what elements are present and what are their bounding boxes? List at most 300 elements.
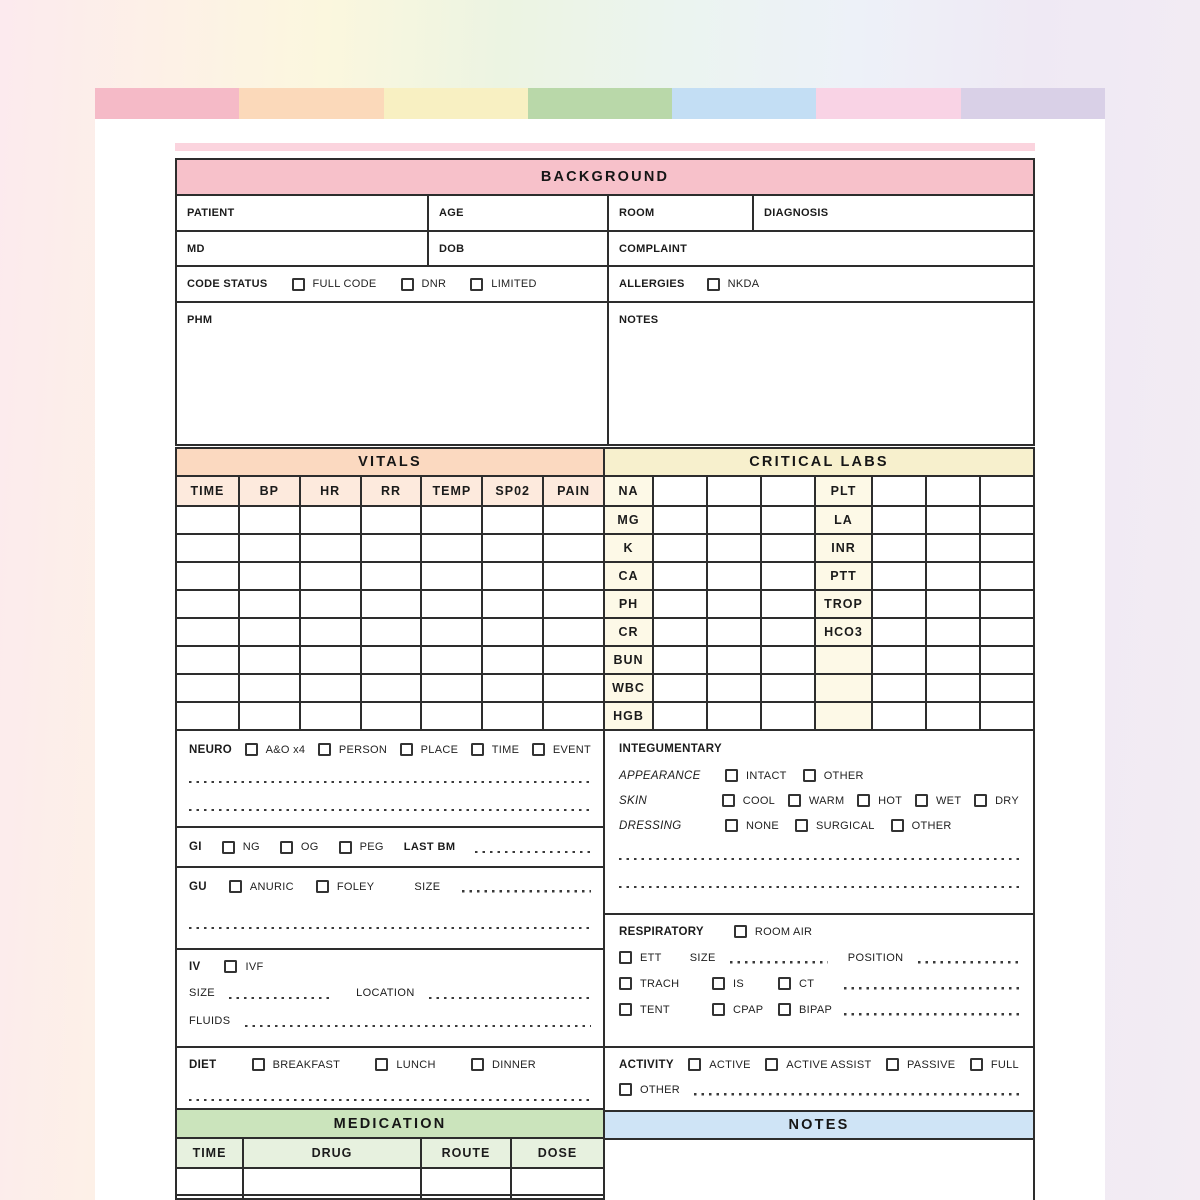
vitals-cell[interactable] bbox=[360, 505, 421, 533]
vitals-cell[interactable] bbox=[177, 533, 238, 561]
lab-value-cell[interactable] bbox=[979, 673, 1033, 701]
lab-value-cell[interactable] bbox=[979, 533, 1033, 561]
neuro-writein-line-2[interactable] bbox=[189, 799, 591, 811]
notes-section-title: NOTES bbox=[603, 1110, 1035, 1140]
vitals-cell[interactable] bbox=[481, 589, 542, 617]
checkbox-icon bbox=[619, 1003, 632, 1016]
dressing-surgical-checkbox[interactable]: SURGICAL bbox=[795, 819, 875, 832]
lab-value-cell[interactable] bbox=[706, 533, 760, 561]
vitals-cell[interactable] bbox=[420, 505, 481, 533]
lab-value-cell[interactable] bbox=[979, 589, 1033, 617]
vitals-cell[interactable] bbox=[238, 561, 299, 589]
lab-row-label: INR bbox=[814, 533, 871, 561]
activity-active-assist-checkbox[interactable]: ACTIVE ASSIST bbox=[765, 1058, 871, 1071]
iv-fluids-field[interactable] bbox=[245, 1015, 591, 1027]
iv-size-label: SIZE bbox=[189, 987, 216, 999]
checkbox-icon bbox=[712, 977, 725, 990]
vitals-col-header: TIME bbox=[177, 477, 238, 505]
lab-value-cell[interactable] bbox=[652, 673, 706, 701]
vitals-cell[interactable] bbox=[238, 645, 299, 673]
vitals-cell[interactable] bbox=[177, 505, 238, 533]
lab-row-label: NA bbox=[605, 477, 652, 505]
vitals-col-header: BP bbox=[238, 477, 299, 505]
lab-value-cell[interactable] bbox=[871, 533, 925, 561]
vitals-cell[interactable] bbox=[542, 533, 603, 561]
lab-value-cell[interactable] bbox=[706, 701, 760, 729]
lab-row-label: CA bbox=[605, 561, 652, 589]
neuro-label: NEURO bbox=[189, 743, 233, 756]
vitals-cell[interactable] bbox=[238, 589, 299, 617]
lab-value-cell[interactable] bbox=[652, 617, 706, 645]
lab-value-cell[interactable] bbox=[871, 701, 925, 729]
checkbox-icon bbox=[886, 1058, 899, 1071]
vitals-cell[interactable] bbox=[542, 673, 603, 701]
lab-value-cell[interactable] bbox=[652, 533, 706, 561]
resp-size-label: SIZE bbox=[689, 951, 716, 964]
lab-value-cell[interactable] bbox=[760, 561, 814, 589]
nurse-report-sheet bbox=[175, 143, 1035, 1200]
checkbox-icon bbox=[316, 880, 329, 893]
integumentary-writein-line-1[interactable] bbox=[619, 848, 1019, 860]
gi-peg-checkbox[interactable]: PEG bbox=[339, 841, 384, 854]
ett-checkbox[interactable]: ETT bbox=[619, 951, 662, 964]
lab-value-cell[interactable] bbox=[760, 617, 814, 645]
background-section bbox=[175, 158, 1035, 446]
vitals-cell[interactable] bbox=[360, 533, 421, 561]
checkbox-icon bbox=[688, 1058, 701, 1071]
allergies-label: ALLERGIES bbox=[619, 278, 685, 290]
lab-value-cell[interactable] bbox=[652, 645, 706, 673]
dnr-checkbox[interactable]: DNR bbox=[401, 278, 447, 291]
vitals-cell[interactable] bbox=[238, 617, 299, 645]
is-checkbox[interactable]: IS bbox=[712, 977, 778, 990]
medication-cell[interactable] bbox=[510, 1194, 603, 1198]
md-label: MD bbox=[187, 243, 205, 255]
lab-value-cell[interactable] bbox=[652, 561, 706, 589]
checkbox-icon bbox=[765, 1058, 778, 1071]
checkbox-icon bbox=[252, 1058, 265, 1071]
lab-row-label: LA bbox=[814, 505, 871, 533]
lab-value-cell[interactable] bbox=[871, 673, 925, 701]
activity-other-field[interactable] bbox=[694, 1084, 1019, 1096]
checkbox-icon bbox=[229, 880, 242, 893]
patient-field[interactable] bbox=[177, 196, 427, 230]
checkbox-icon bbox=[619, 951, 632, 964]
vitals-cell[interactable] bbox=[299, 533, 360, 561]
medication-col-header: ROUTE bbox=[420, 1139, 510, 1167]
gu-foley-checkbox[interactable]: FOLEY bbox=[316, 880, 375, 893]
checkbox-icon bbox=[471, 1058, 484, 1071]
lab-value-cell[interactable] bbox=[760, 477, 814, 505]
checkbox-icon bbox=[788, 794, 801, 807]
skin-hot-checkbox[interactable]: HOT bbox=[857, 794, 902, 807]
lab-value-cell[interactable] bbox=[706, 645, 760, 673]
vitals-cell[interactable] bbox=[238, 701, 299, 729]
vitals-cell[interactable] bbox=[420, 645, 481, 673]
diet-label: DIET bbox=[189, 1058, 217, 1071]
complaint-label: COMPLAINT bbox=[619, 243, 688, 255]
respiratory-section bbox=[603, 913, 1035, 1048]
vitals-cell[interactable] bbox=[420, 561, 481, 589]
neuro-event-checkbox[interactable]: EVENT bbox=[532, 743, 591, 756]
lab-row-label: PH bbox=[605, 589, 652, 617]
lab-value-cell[interactable] bbox=[760, 505, 814, 533]
lab-value-cell[interactable] bbox=[706, 589, 760, 617]
checkbox-icon bbox=[470, 278, 483, 291]
vitals-col-header: HR bbox=[299, 477, 360, 505]
vitals-cell[interactable] bbox=[542, 589, 603, 617]
neuro-section bbox=[175, 729, 605, 828]
lab-value-cell[interactable] bbox=[706, 505, 760, 533]
skin-warm-checkbox[interactable]: WARM bbox=[788, 794, 845, 807]
medication-cell[interactable] bbox=[420, 1194, 510, 1198]
gu-anuric-checkbox[interactable]: ANURIC bbox=[229, 880, 294, 893]
respiratory-label: RESPIRATORY bbox=[619, 925, 704, 938]
resp-size-field[interactable] bbox=[730, 952, 828, 964]
checkbox-icon bbox=[891, 819, 904, 832]
appearance-intact-checkbox[interactable]: INTACT bbox=[725, 769, 787, 782]
dob-label: DOB bbox=[439, 243, 465, 255]
rainbow-stripe-1 bbox=[95, 88, 239, 119]
medication-section-title: MEDICATION bbox=[175, 1108, 605, 1139]
lab-value-cell[interactable] bbox=[925, 533, 979, 561]
vitals-col-header: TEMP bbox=[420, 477, 481, 505]
skin-cool-checkbox[interactable]: COOL bbox=[722, 794, 775, 807]
rainbow-stripe-7 bbox=[961, 88, 1105, 119]
dressing-label: DRESSING bbox=[619, 819, 682, 832]
lab-value-cell[interactable] bbox=[652, 477, 706, 505]
vitals-cell[interactable] bbox=[177, 589, 238, 617]
neuro-aox4-checkbox[interactable]: A&O x4 bbox=[245, 743, 306, 756]
vitals-cell[interactable] bbox=[360, 589, 421, 617]
vitals-cell[interactable] bbox=[299, 589, 360, 617]
neuro-time-checkbox[interactable]: TIME bbox=[471, 743, 519, 756]
integumentary-writein-line-2[interactable] bbox=[619, 876, 1019, 888]
lab-value-cell[interactable] bbox=[652, 701, 706, 729]
checkbox-icon bbox=[707, 278, 720, 291]
skin-wet-checkbox[interactable]: WET bbox=[915, 794, 961, 807]
medication-col-header: DRUG bbox=[242, 1139, 420, 1167]
checkbox-icon bbox=[619, 1083, 632, 1096]
room-air-checkbox[interactable]: ROOM AIR bbox=[734, 925, 812, 938]
diagnosis-label: DIAGNOSIS bbox=[764, 207, 829, 219]
lab-value-cell[interactable] bbox=[871, 561, 925, 589]
ct-checkbox[interactable]: CT bbox=[778, 977, 844, 990]
integumentary-label: INTEGUMENTARY bbox=[619, 743, 722, 755]
gi-label: GI bbox=[189, 841, 202, 853]
lab-value-cell[interactable] bbox=[706, 617, 760, 645]
allergies-field bbox=[607, 267, 1033, 301]
vitals-section-title: VITALS bbox=[175, 447, 605, 477]
lab-value-cell[interactable] bbox=[979, 561, 1033, 589]
vitals-cell[interactable] bbox=[420, 673, 481, 701]
vitals-cell[interactable] bbox=[360, 561, 421, 589]
vitals-col-header: PAIN bbox=[542, 477, 603, 505]
lab-value-cell[interactable] bbox=[652, 505, 706, 533]
resp-writein-line-2[interactable] bbox=[844, 1004, 1019, 1016]
lab-row-label: HCO3 bbox=[814, 617, 871, 645]
neuro-writein-line-1[interactable] bbox=[189, 771, 591, 783]
vitals-cell[interactable] bbox=[238, 505, 299, 533]
vitals-cell[interactable] bbox=[481, 701, 542, 729]
vitals-cell[interactable] bbox=[420, 533, 481, 561]
lab-value-cell[interactable] bbox=[760, 589, 814, 617]
vitals-cell[interactable] bbox=[177, 617, 238, 645]
lab-value-cell[interactable] bbox=[925, 505, 979, 533]
iv-fluids-label: FLUIDS bbox=[189, 1015, 231, 1027]
full-code-checkbox[interactable]: FULL CODE bbox=[292, 278, 377, 291]
vitals-cell[interactable] bbox=[420, 701, 481, 729]
lab-value-cell[interactable] bbox=[706, 477, 760, 505]
lab-value-cell[interactable] bbox=[706, 561, 760, 589]
lab-value-cell[interactable] bbox=[979, 701, 1033, 729]
lab-value-cell[interactable] bbox=[760, 645, 814, 673]
vitals-cell[interactable] bbox=[299, 645, 360, 673]
lab-row-label: BUN bbox=[605, 645, 652, 673]
vitals-cell[interactable] bbox=[299, 561, 360, 589]
vitals-cell[interactable] bbox=[177, 701, 238, 729]
iv-location-label: LOCATION bbox=[356, 987, 415, 999]
resp-position-field[interactable] bbox=[918, 952, 1019, 964]
lab-value-cell[interactable] bbox=[925, 701, 979, 729]
vitals-cell[interactable] bbox=[420, 617, 481, 645]
checkbox-icon bbox=[778, 977, 791, 990]
vitals-col-header: RR bbox=[360, 477, 421, 505]
diet-breakfast-checkbox[interactable]: BREAKFAST bbox=[252, 1058, 341, 1071]
lab-value-cell[interactable] bbox=[979, 505, 1033, 533]
lab-value-cell[interactable] bbox=[979, 645, 1033, 673]
rainbow-stripe-4 bbox=[528, 88, 672, 119]
complaint-field[interactable] bbox=[607, 232, 1033, 265]
background-section-title: BACKGROUND bbox=[177, 160, 1033, 196]
lab-value-cell[interactable] bbox=[871, 589, 925, 617]
vitals-cell[interactable] bbox=[299, 505, 360, 533]
medication-cell[interactable] bbox=[177, 1167, 242, 1194]
vitals-cell[interactable] bbox=[481, 645, 542, 673]
vitals-cell[interactable] bbox=[299, 617, 360, 645]
lab-value-cell[interactable] bbox=[652, 589, 706, 617]
medication-cell[interactable] bbox=[510, 1167, 603, 1194]
activity-passive-checkbox[interactable]: PASSIVE bbox=[886, 1058, 955, 1071]
lab-row-label bbox=[814, 673, 871, 701]
lab-row-label: CR bbox=[605, 617, 652, 645]
last-bm-field[interactable] bbox=[475, 841, 591, 853]
rainbow-stripe-3 bbox=[384, 88, 528, 119]
gu-label: GU bbox=[189, 880, 207, 893]
lab-value-cell[interactable] bbox=[925, 589, 979, 617]
nkda-checkbox[interactable]: NKDA bbox=[707, 278, 760, 291]
lab-value-cell[interactable] bbox=[979, 617, 1033, 645]
phm-label: PHM bbox=[187, 314, 213, 326]
checkbox-icon bbox=[803, 769, 816, 782]
vitals-table bbox=[175, 475, 605, 731]
lab-value-cell[interactable] bbox=[706, 673, 760, 701]
vitals-cell[interactable] bbox=[177, 645, 238, 673]
medication-cell[interactable] bbox=[420, 1167, 510, 1194]
dressing-other-checkbox[interactable]: OTHER bbox=[891, 819, 952, 832]
diet-writein-line[interactable] bbox=[189, 1089, 591, 1101]
checkbox-icon bbox=[970, 1058, 983, 1071]
pink-accent-bar bbox=[175, 143, 1035, 151]
lab-value-cell[interactable] bbox=[760, 533, 814, 561]
vitals-cell[interactable] bbox=[177, 673, 238, 701]
code-status-label: CODE STATUS bbox=[187, 278, 268, 290]
appearance-other-checkbox[interactable]: OTHER bbox=[803, 769, 864, 782]
lab-value-cell[interactable] bbox=[871, 477, 925, 505]
vitals-cell[interactable] bbox=[481, 673, 542, 701]
diet-dinner-checkbox[interactable]: DINNER bbox=[471, 1058, 536, 1071]
vitals-cell[interactable] bbox=[481, 617, 542, 645]
iv-ivf-checkbox[interactable]: IVF bbox=[224, 960, 263, 973]
gu-size-field[interactable] bbox=[462, 881, 591, 893]
lab-value-cell[interactable] bbox=[871, 645, 925, 673]
vitals-cell[interactable] bbox=[542, 505, 603, 533]
medication-cell[interactable] bbox=[177, 1194, 242, 1198]
gi-section bbox=[175, 826, 605, 868]
checkbox-icon bbox=[778, 1003, 791, 1016]
neuro-place-checkbox[interactable]: PLACE bbox=[400, 743, 459, 756]
checkbox-icon bbox=[725, 769, 738, 782]
medication-cell[interactable] bbox=[242, 1167, 420, 1194]
vitals-cell[interactable] bbox=[360, 673, 421, 701]
vitals-cell[interactable] bbox=[542, 645, 603, 673]
lab-row-label: K bbox=[605, 533, 652, 561]
diet-section bbox=[175, 1046, 605, 1110]
vitals-cell[interactable] bbox=[542, 561, 603, 589]
lab-row-label: TROP bbox=[814, 589, 871, 617]
vitals-cell[interactable] bbox=[481, 533, 542, 561]
checkbox-icon bbox=[532, 743, 545, 756]
medication-cell[interactable] bbox=[242, 1194, 420, 1198]
md-field[interactable] bbox=[177, 232, 427, 265]
activity-label: ACTIVITY bbox=[619, 1058, 674, 1071]
gu-writein-line[interactable] bbox=[189, 917, 591, 929]
lab-value-cell[interactable] bbox=[979, 477, 1033, 505]
resp-writein-line-1[interactable] bbox=[844, 978, 1019, 990]
skin-dry-checkbox[interactable]: DRY bbox=[974, 794, 1019, 807]
lab-value-cell[interactable] bbox=[760, 701, 814, 729]
skin-label: SKIN bbox=[619, 794, 648, 807]
last-bm-label: LAST BM bbox=[403, 841, 456, 853]
gi-og-checkbox[interactable]: OG bbox=[280, 841, 319, 854]
phm-field[interactable] bbox=[177, 303, 607, 446]
iv-section bbox=[175, 948, 605, 1048]
lab-row-label bbox=[814, 701, 871, 729]
rainbow-stripe-5 bbox=[672, 88, 816, 119]
vitals-cell[interactable] bbox=[238, 533, 299, 561]
checkbox-icon bbox=[292, 278, 305, 291]
background-notes-field[interactable] bbox=[607, 303, 1033, 446]
vitals-cell[interactable] bbox=[299, 673, 360, 701]
checkbox-icon bbox=[795, 819, 808, 832]
neuro-person-checkbox[interactable]: PERSON bbox=[318, 743, 387, 756]
lab-value-cell[interactable] bbox=[925, 617, 979, 645]
checkbox-icon bbox=[375, 1058, 388, 1071]
vitals-cell[interactable] bbox=[360, 701, 421, 729]
gi-ng-checkbox[interactable]: NG bbox=[222, 841, 260, 854]
patient-label: PATIENT bbox=[187, 207, 235, 219]
room-label: ROOM bbox=[619, 207, 655, 219]
notes-writein-area[interactable] bbox=[603, 1138, 1035, 1200]
lab-value-cell[interactable] bbox=[925, 477, 979, 505]
diagnosis-field[interactable] bbox=[752, 196, 1033, 230]
dob-field[interactable] bbox=[427, 232, 607, 265]
checkbox-icon bbox=[857, 794, 870, 807]
medication-col-header: TIME bbox=[177, 1139, 242, 1167]
checkbox-icon bbox=[915, 794, 928, 807]
lab-value-cell[interactable] bbox=[925, 673, 979, 701]
lab-value-cell[interactable] bbox=[925, 645, 979, 673]
iv-size-field[interactable] bbox=[229, 987, 334, 999]
vitals-cell[interactable] bbox=[360, 645, 421, 673]
age-label: AGE bbox=[439, 207, 464, 219]
medication-col-header: DOSE bbox=[510, 1139, 603, 1167]
vitals-col-header: SP02 bbox=[481, 477, 542, 505]
appearance-label: APPEARANCE bbox=[619, 769, 701, 782]
checkbox-icon bbox=[222, 841, 235, 854]
activity-section bbox=[603, 1046, 1035, 1112]
lab-row-label bbox=[814, 645, 871, 673]
trach-checkbox[interactable]: TRACH bbox=[619, 977, 712, 990]
lab-row-label: HGB bbox=[605, 701, 652, 729]
age-field[interactable] bbox=[427, 196, 607, 230]
vitals-cell[interactable] bbox=[420, 589, 481, 617]
checkbox-icon bbox=[974, 794, 987, 807]
medication-table bbox=[175, 1137, 605, 1200]
checkbox-icon bbox=[318, 743, 331, 756]
gu-size-label: SIZE bbox=[414, 880, 441, 893]
room-field[interactable] bbox=[607, 196, 752, 230]
gu-section bbox=[175, 866, 605, 950]
lab-row-label: MG bbox=[605, 505, 652, 533]
tent-checkbox[interactable]: TENT bbox=[619, 1003, 712, 1016]
lab-row-label: PLT bbox=[814, 477, 871, 505]
lab-value-cell[interactable] bbox=[925, 561, 979, 589]
dressing-none-checkbox[interactable]: NONE bbox=[725, 819, 779, 832]
bipap-checkbox[interactable]: BIPAP bbox=[778, 1003, 844, 1016]
code-status-field bbox=[177, 267, 607, 301]
rainbow-stripe-6 bbox=[816, 88, 960, 119]
checkbox-icon bbox=[725, 819, 738, 832]
vitals-cell[interactable] bbox=[360, 617, 421, 645]
diet-lunch-checkbox[interactable]: LUNCH bbox=[375, 1058, 435, 1071]
checkbox-icon bbox=[722, 794, 735, 807]
vitals-cell[interactable] bbox=[299, 701, 360, 729]
lab-value-cell[interactable] bbox=[871, 505, 925, 533]
checkbox-icon bbox=[400, 743, 413, 756]
vitals-cell[interactable] bbox=[481, 561, 542, 589]
vitals-cell[interactable] bbox=[542, 617, 603, 645]
lab-value-cell[interactable] bbox=[760, 673, 814, 701]
vitals-cell[interactable] bbox=[481, 505, 542, 533]
activity-other-checkbox[interactable]: OTHER bbox=[619, 1083, 680, 1096]
checkbox-icon bbox=[471, 743, 484, 756]
vitals-cell[interactable] bbox=[542, 701, 603, 729]
limited-checkbox[interactable]: LIMITED bbox=[470, 278, 537, 291]
lab-row-label: PTT bbox=[814, 561, 871, 589]
checkbox-icon bbox=[245, 743, 258, 756]
checkbox-icon bbox=[339, 841, 352, 854]
vitals-cell[interactable] bbox=[238, 673, 299, 701]
critical-labs-table bbox=[603, 475, 1035, 731]
cpap-checkbox[interactable]: CPAP bbox=[712, 1003, 778, 1016]
rainbow-stripe-2 bbox=[239, 88, 383, 119]
vitals-cell[interactable] bbox=[177, 561, 238, 589]
activity-active-checkbox[interactable]: ACTIVE bbox=[688, 1058, 751, 1071]
activity-full-checkbox[interactable]: FULL bbox=[970, 1058, 1019, 1071]
iv-location-field[interactable] bbox=[429, 987, 591, 999]
lab-value-cell[interactable] bbox=[871, 617, 925, 645]
